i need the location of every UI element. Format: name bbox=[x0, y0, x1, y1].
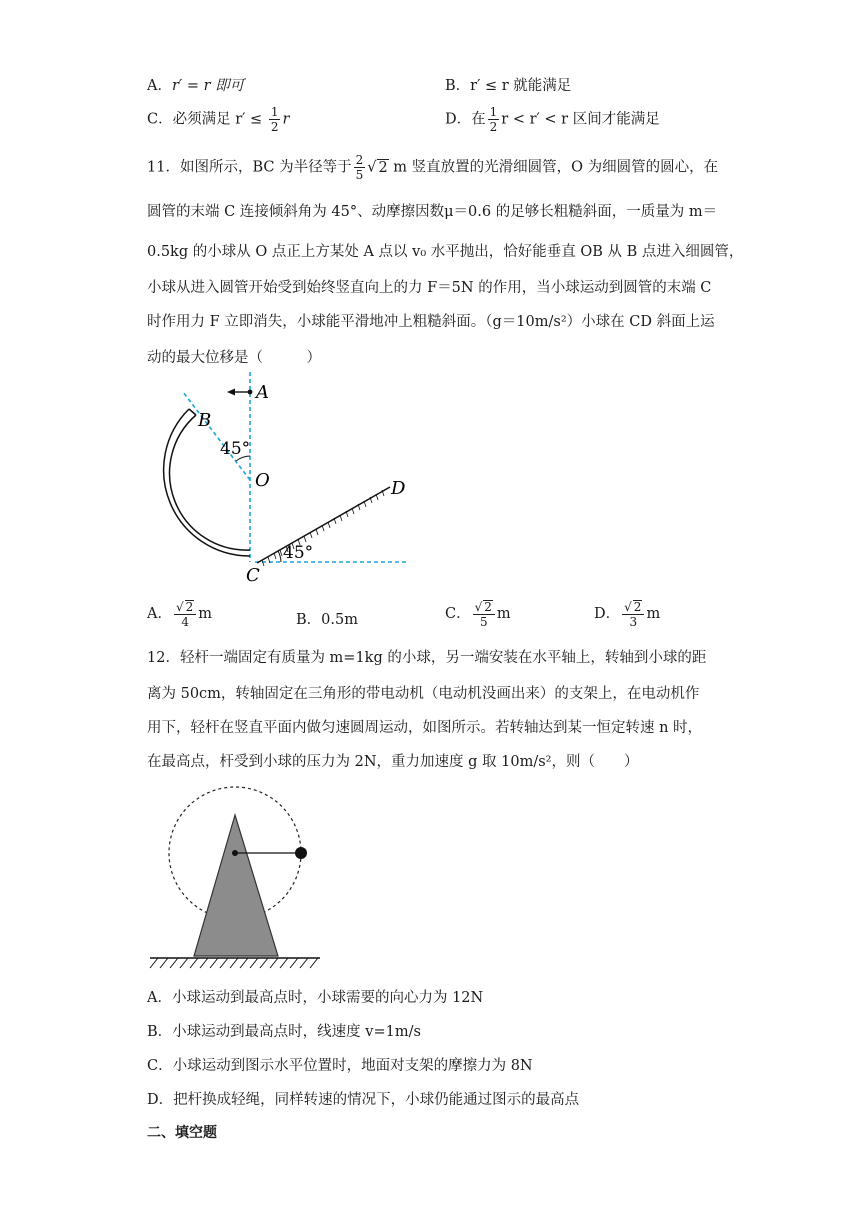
q12-option-b: B．小球运动到最高点时，线速度 v=1m/s bbox=[147, 1024, 421, 1040]
label-angle-bottom: 45° bbox=[283, 543, 314, 563]
q11-line-3: 0.5kg 的小球从 O 点正上方某处 A 点以 v₀ 水平抛出，恰好能垂直 OB 从 B 点进入细圆管， bbox=[147, 244, 744, 260]
q11-line-4: 小球从进入圆管开始受到始终竖直向上的力 F＝5N 的作用，当小球运动到圆管的末端 C bbox=[147, 280, 712, 296]
pipe-inner-arc bbox=[170, 415, 250, 550]
q11-line-1: 11．如图所示，BC 为半径等于 $\frac{2}{5}$ √ 2 m 竖直放置的光滑细圆管，O 为细圆管的圆心，在 bbox=[147, 153, 719, 182]
pipe-outer-arc bbox=[164, 409, 250, 556]
ob-dashed-line bbox=[183, 392, 250, 480]
q12-option-d: D．把杆换成轻绳，同样转速的情况下，小球仍能通过图示的最高点 bbox=[147, 1092, 580, 1108]
triangle-support bbox=[194, 815, 278, 956]
label-o: O bbox=[255, 470, 270, 491]
q10-option-a: A．r′ = r 即可 bbox=[147, 78, 245, 94]
q11-diagram bbox=[150, 370, 450, 595]
q12-line-1: 12．轻杆一端固定有质量为 m=1kg 的小球，另一端安装在水平轴上，转轴到小球的距 bbox=[147, 650, 707, 666]
q10-option-b: B．r′ ≤ r 就能满足 bbox=[445, 78, 572, 94]
q11-option-b: B．0.5m bbox=[296, 612, 358, 628]
q11-line-2: 圆管的末端 C 连接倾斜角为 45°、动摩擦因数μ＝0.6 的足够长粗糙斜面，一质量为 m＝ bbox=[147, 204, 718, 220]
q11-option-c: C． $\frac{√ 2}{5}$ m bbox=[445, 600, 511, 629]
ground-hatching bbox=[150, 958, 318, 968]
label-angle-top: 45° bbox=[220, 439, 251, 459]
q11-line-5: 时作用力 F 立即消失，小球能平滑地冲上粗糙斜面。（g＝10m/s²）小球在 CD 斜面上运 bbox=[147, 314, 715, 330]
label-d: D bbox=[391, 478, 406, 499]
label-b: B bbox=[198, 410, 212, 431]
q12-option-a: A．小球运动到最高点时，小球需要的向心力为 12N bbox=[147, 990, 484, 1006]
arrow-head-icon bbox=[227, 389, 235, 396]
point-a-dot bbox=[248, 390, 253, 395]
q11-option-d: D． $\frac{√ 2}{3}$ m bbox=[594, 600, 661, 629]
pivot-axis bbox=[232, 850, 238, 856]
q12-line-3: 用下，轻杆在竖直平面内做匀速圆周运动，如图所示。若转轴达到某一恒定转速 n 时， bbox=[147, 720, 703, 736]
q12-line-2: 离为 50cm，转轴固定在三角形的带电动机（电动机没画出来）的支架上，在电动机作 bbox=[147, 686, 700, 702]
section-heading-fill-blank: 二、填空题 bbox=[147, 1125, 217, 1141]
q12-option-c: C．小球运动到图示水平位置时，地面对支架的摩擦力为 8N bbox=[147, 1058, 533, 1074]
label-c: C bbox=[246, 565, 260, 586]
q12-diagram bbox=[148, 778, 333, 973]
ball bbox=[295, 847, 307, 859]
q11-line-6: 动的最大位移是（ ） bbox=[147, 350, 321, 366]
pipe-end-b bbox=[189, 409, 196, 415]
label-a: A bbox=[256, 382, 269, 403]
q10-option-d: D．在 $\frac{1}{2}$ r < r′ < r 区间才能满足 bbox=[445, 105, 660, 134]
q12-line-4: 在最高点，杆受到小球的压力为 2N，重力加速度 g 取 10m/s²，则（ ） bbox=[147, 754, 639, 770]
q11-option-a: A． $\frac{√ 2}{4}$ m bbox=[147, 600, 213, 629]
q10-option-c: C．必须满足 r′ ≤ $\frac{1}{2}$ r bbox=[147, 105, 290, 134]
